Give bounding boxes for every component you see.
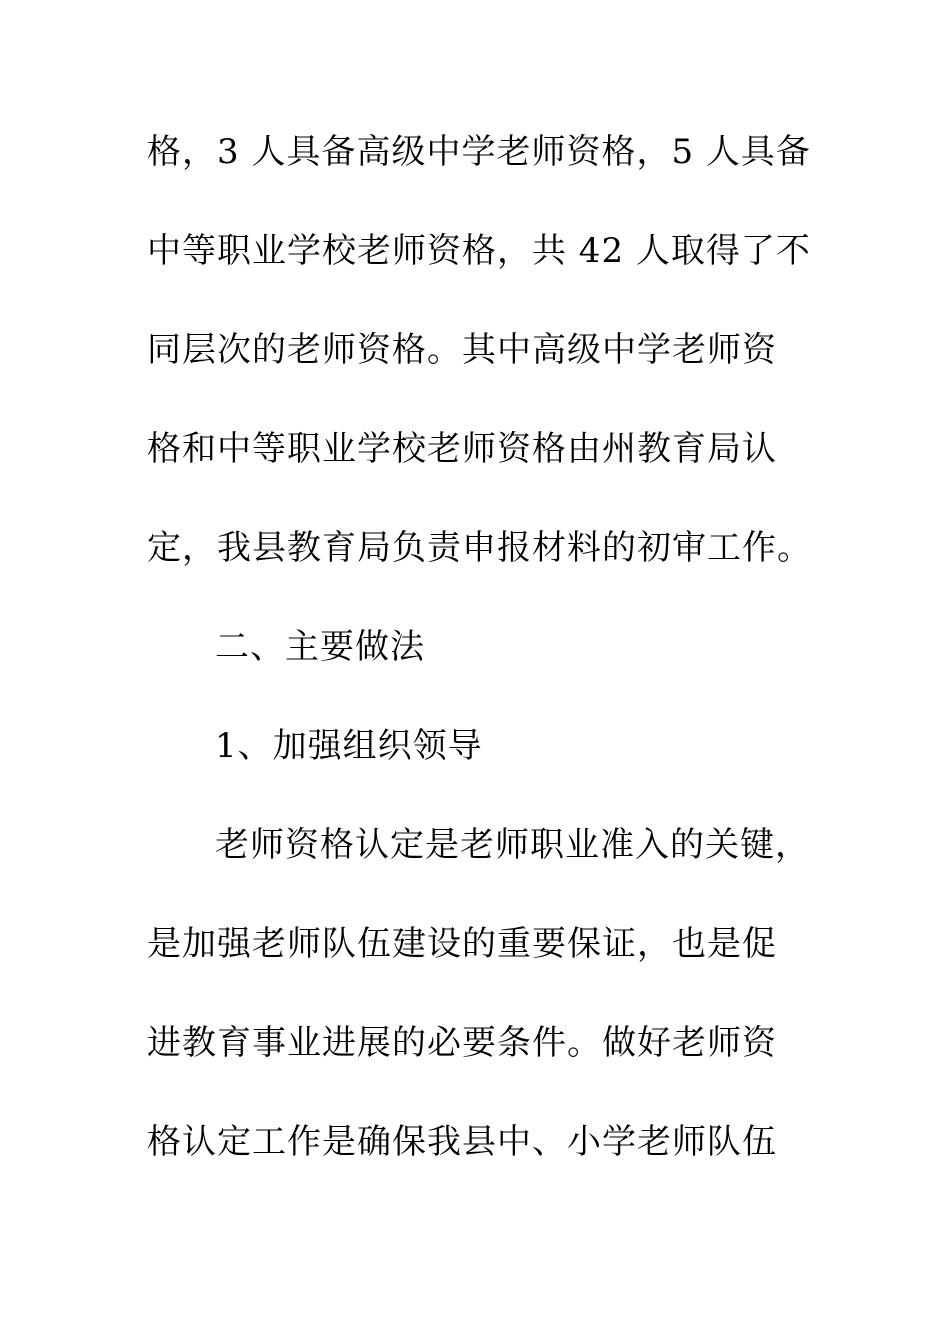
paragraph-line: 进教育事业进展的必要条件。做好老师资	[147, 1023, 777, 1063]
paragraph-line: 同层次的老师资格。其中高级中学老师资	[147, 330, 777, 370]
paragraph-line: 格认定工作是确保我县中、小学老师队伍	[147, 1122, 777, 1162]
paragraph-line: 格，3 人具备高级中学老师资格，5 人具备	[147, 132, 811, 172]
paragraph-line: 格和中等职业学校老师资格由州教育局认	[147, 429, 777, 469]
paragraph-line: 是加强老师队伍建设的重要保证，也是促	[147, 924, 777, 964]
paragraph-line: 老师资格认定是老师职业准入的关键，	[215, 825, 810, 865]
section-heading: 二、主要做法	[215, 627, 425, 667]
subsection-heading: 1、加强组织领导	[215, 726, 483, 766]
paragraph-line: 中等职业学校老师资格，共 42 人取得了不	[147, 231, 811, 271]
paragraph-line: 定，我县教育局负责申报材料的初审工作。	[147, 528, 812, 568]
